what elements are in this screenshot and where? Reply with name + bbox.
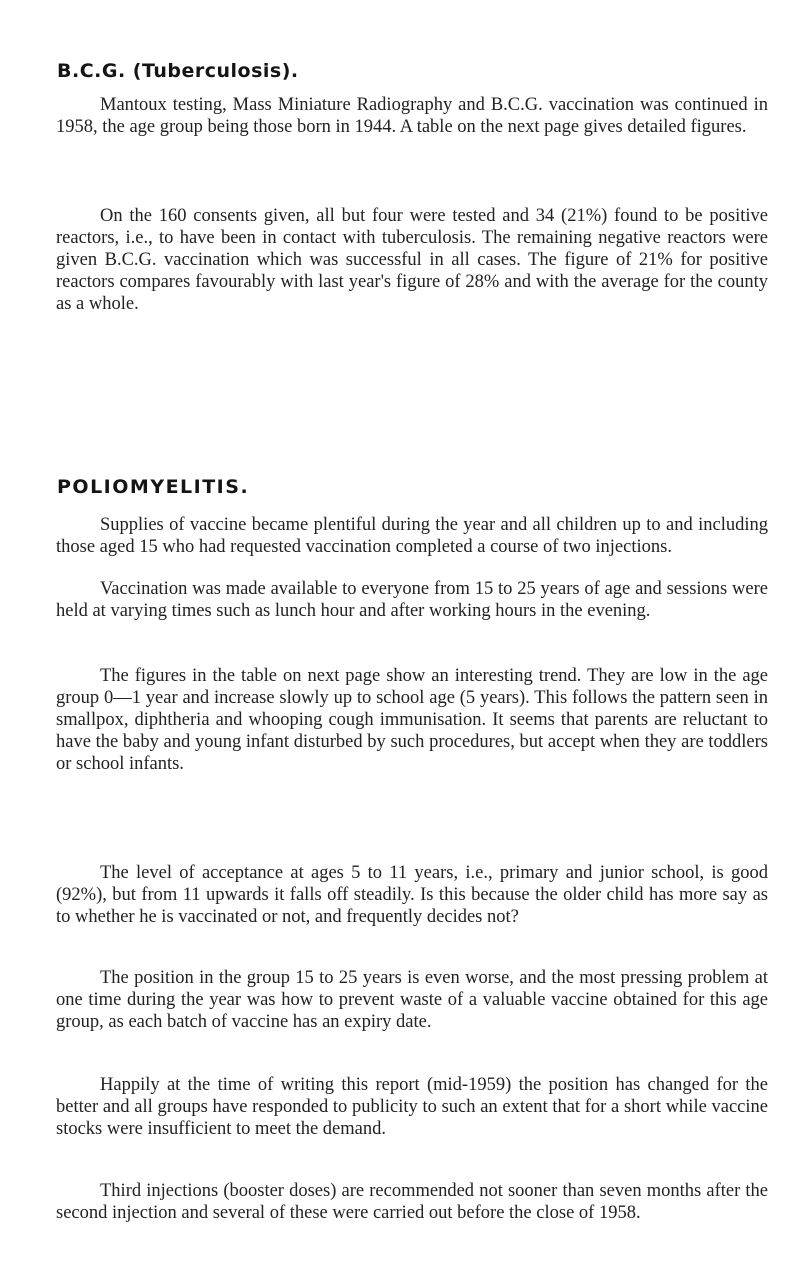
section-heading-poliomyelitis: POLIOMYELITIS. bbox=[57, 476, 250, 498]
paragraph-polio-older-group: The position in the group 15 to 25 years is even worse, and the most pressing problem at one time during the year was how to prevent waste of a valuable vaccine obtained for this age group, as each batch of vaccine has an expiry date. bbox=[56, 968, 768, 1032]
section-heading-bcg: B.C.G. (Tuberculosis). bbox=[57, 60, 299, 82]
paragraph-polio-availability: Vaccination was made available to everyone from 15 to 25 years of age and sessions were held at varying times such as lunch hour and after working hours in the evening. bbox=[56, 579, 768, 621]
paragraph-polio-improvement: Happily at the time of writing this report (mid-1959) the position has changed for the better and all groups have responded to publicity to such an extent that for a short while vaccine stocks were insufficient to meet the demand. bbox=[56, 1075, 768, 1139]
paragraph-bcg-results: On the 160 consents given, all but four were tested and 34 (21%) found to be positive reactors, i.e., to have been in contact with tuberculosis. The remaining negative reactors were given B.C.G. vaccination which was successful in all cases. The figure of 21% for positive reactors compares favourably with last year's figure of 28% and with the average for the county as a whole. bbox=[56, 206, 768, 314]
paragraph-polio-booster: Third injections (booster doses) are recommended not sooner than seven months after the second injection and several of these were carried out before the close of 1958. bbox=[56, 1181, 768, 1223]
paragraph-polio-acceptance: The level of acceptance at ages 5 to 11 years, i.e., primary and junior school, is good (92%), but from 11 upwards it falls off steadily. Is this because the older child has more say as to whether he is vaccinated or not, and frequently decides not? bbox=[56, 863, 768, 927]
paragraph-bcg-intro: Mantoux testing, Mass Miniature Radiography and B.C.G. vaccination was continued in 1958, the age group being those born in 1944. A table on the next page gives detailed figures. bbox=[56, 95, 768, 137]
paragraph-polio-supplies: Supplies of vaccine became plentiful during the year and all children up to and including those aged 15 who had requested vaccination completed a course of two injections. bbox=[56, 515, 768, 557]
paragraph-polio-trend: The figures in the table on next page show an interesting trend. They are low in the age group 0—1 year and increase slowly up to school age (5 years). This follows the pattern seen in smallpox, diphtheria and whooping cough immunisation. It seems that parents are reluctant to have the baby and young infant disturbed by such procedures, but accept when they are toddlers or school infants. bbox=[56, 666, 768, 774]
